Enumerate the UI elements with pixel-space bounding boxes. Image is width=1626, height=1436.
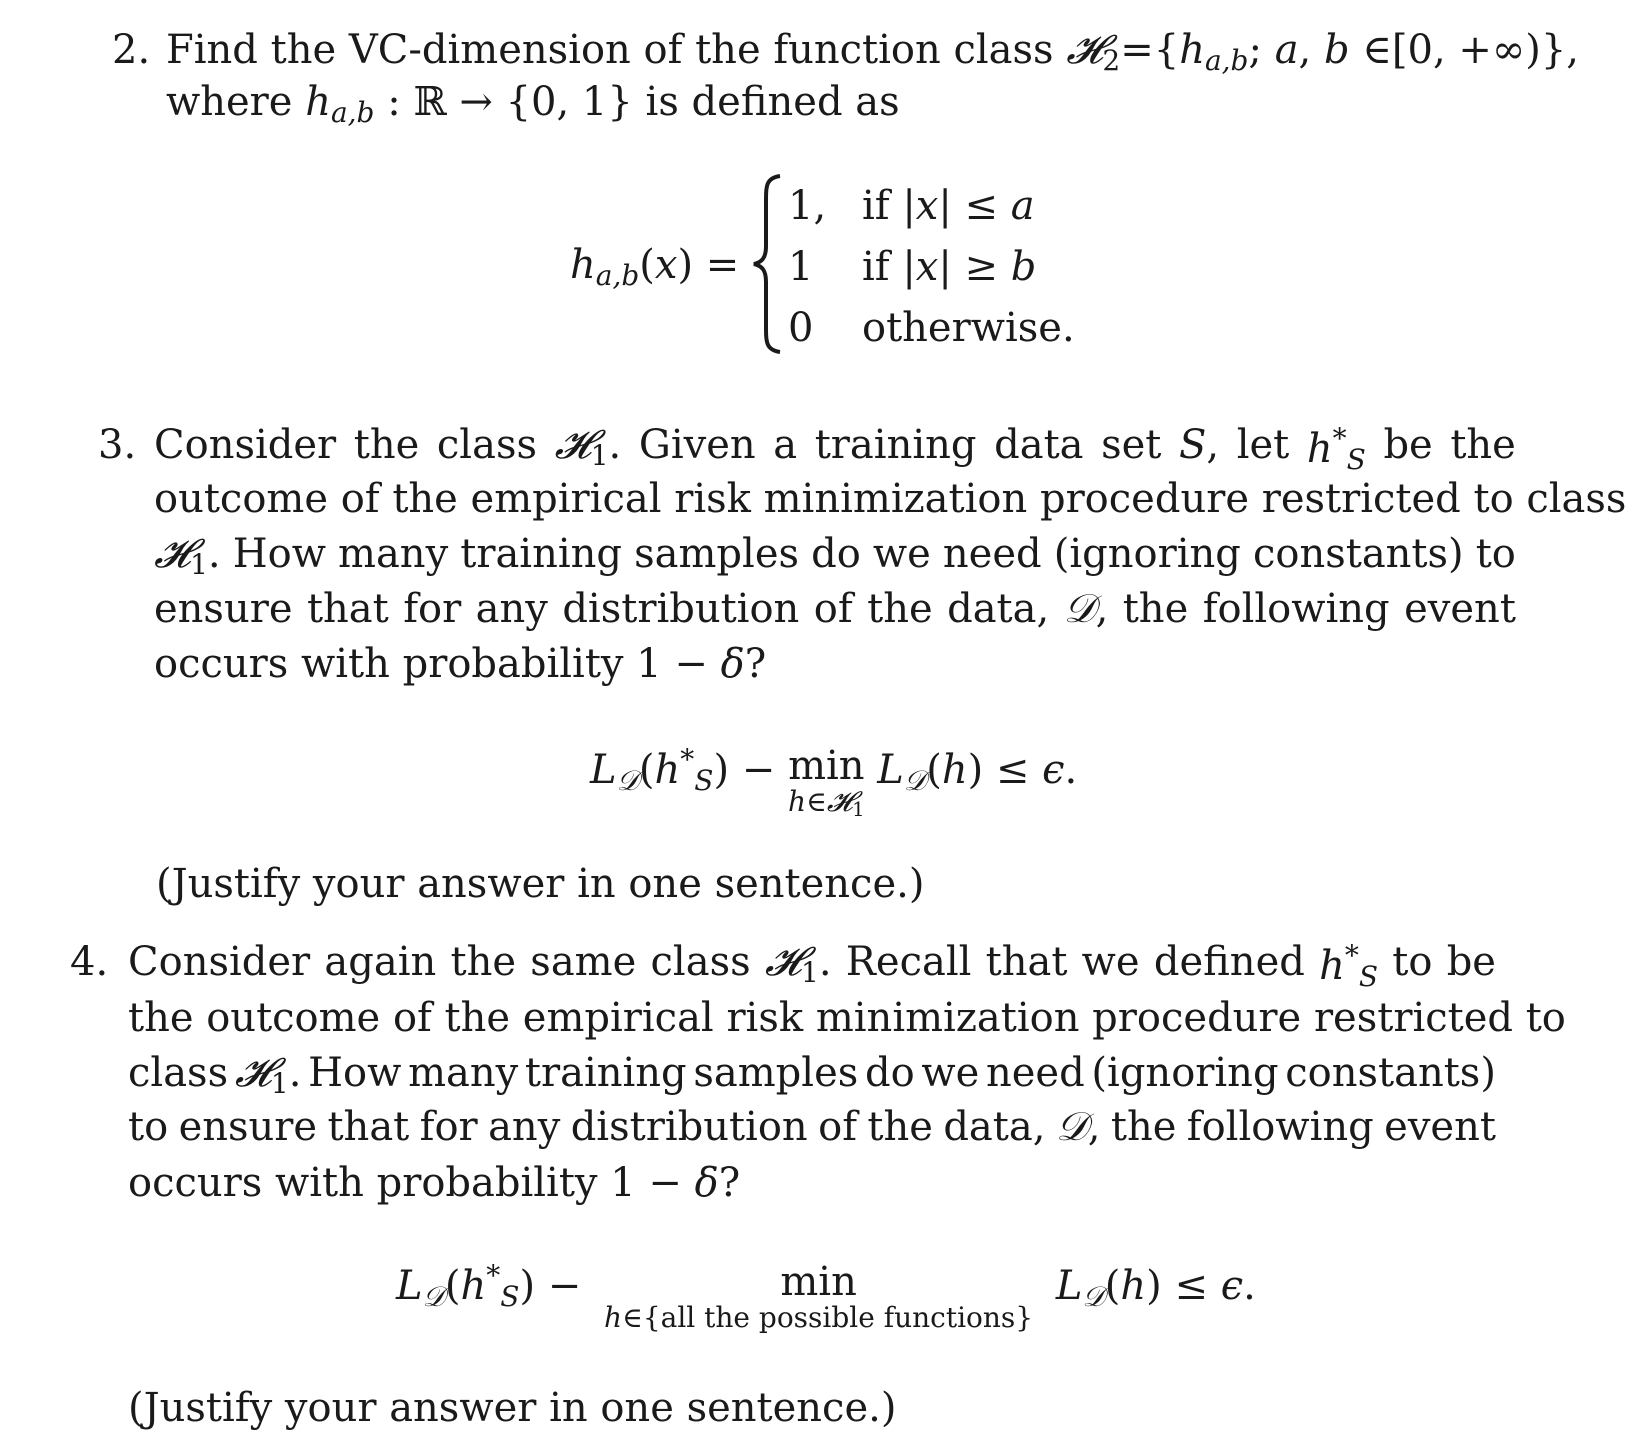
problem-3-justify: (Justify your answer in one sentence.): [156, 861, 925, 907]
problem-3-line-3: 𝓗$_1$. How many training samples do we need (ignoring constants) to: [154, 531, 1516, 581]
problem-3-line-2: outcome of the empirical risk minimization procedure restricted to class: [154, 476, 1626, 522]
case-2-condition: if |x| ≥ b: [862, 244, 1037, 290]
problem-2-number: 2.: [112, 27, 151, 73]
problem-4-number: 4.: [70, 939, 109, 985]
problem-4-justify: (Justify your answer in one sentence.): [128, 1385, 897, 1431]
case-2-value: 1: [788, 244, 814, 290]
problem-3-number: 3.: [98, 422, 137, 468]
case-1-value: 1,: [788, 183, 827, 229]
piecewise-lhs: $h_{a,b}(x)$ =: [570, 242, 740, 292]
case-3-condition: otherwise.: [862, 305, 1075, 351]
problem-4-line-5: occurs with probability 1 − δ?: [128, 1160, 741, 1206]
problem-3-line-5: occurs with probability 1 − δ?: [154, 641, 767, 687]
problem-4-line-4: to ensure that for any distribution of the data, 𝒟, the following event: [128, 1104, 1496, 1150]
problem-4-line-2: the outcome of the empirical risk minimization procedure restricted to: [128, 995, 1566, 1041]
left-brace: [752, 172, 784, 356]
problem-3-line-1: Consider the class 𝓗$_1$. Given a training data set S, let $h^*_S$ be the: [154, 422, 1516, 476]
problem-3-line-4: ensure that for any distribution of the data, 𝒟, the following event: [154, 586, 1516, 632]
problem-4-line-3: class 𝓗$_1$. How many training samples do we need (ignoring constants): [128, 1050, 1496, 1100]
problem-2-line-2: where $h_{a,b}$ : ℝ → {0, 1} is defined as: [166, 79, 900, 129]
case-1-condition: if |x| ≤ a: [862, 183, 1035, 229]
case-3-value: 0: [788, 305, 814, 351]
problem-3-equation: $L_𝒟(h^*_S)$ − min h∈𝓗$_1$ $L_𝒟(h) \le \epsilon$.: [590, 743, 1078, 821]
problem-4-line-1: Consider again the same class 𝓗$_1$. Recall that we defined $h^*_S$ to be: [128, 939, 1496, 993]
problem-4-equation: $L_𝒟(h^*_S)$ − min h∈{all the possible functions} $L_𝒟(h) \le \epsilon$.: [396, 1259, 1256, 1334]
problem-2-line-1: Find the VC-dimension of the function class $𝓗_2=\{h_{a,b}$; a, b ∈[0, +∞)},: [166, 27, 1580, 77]
